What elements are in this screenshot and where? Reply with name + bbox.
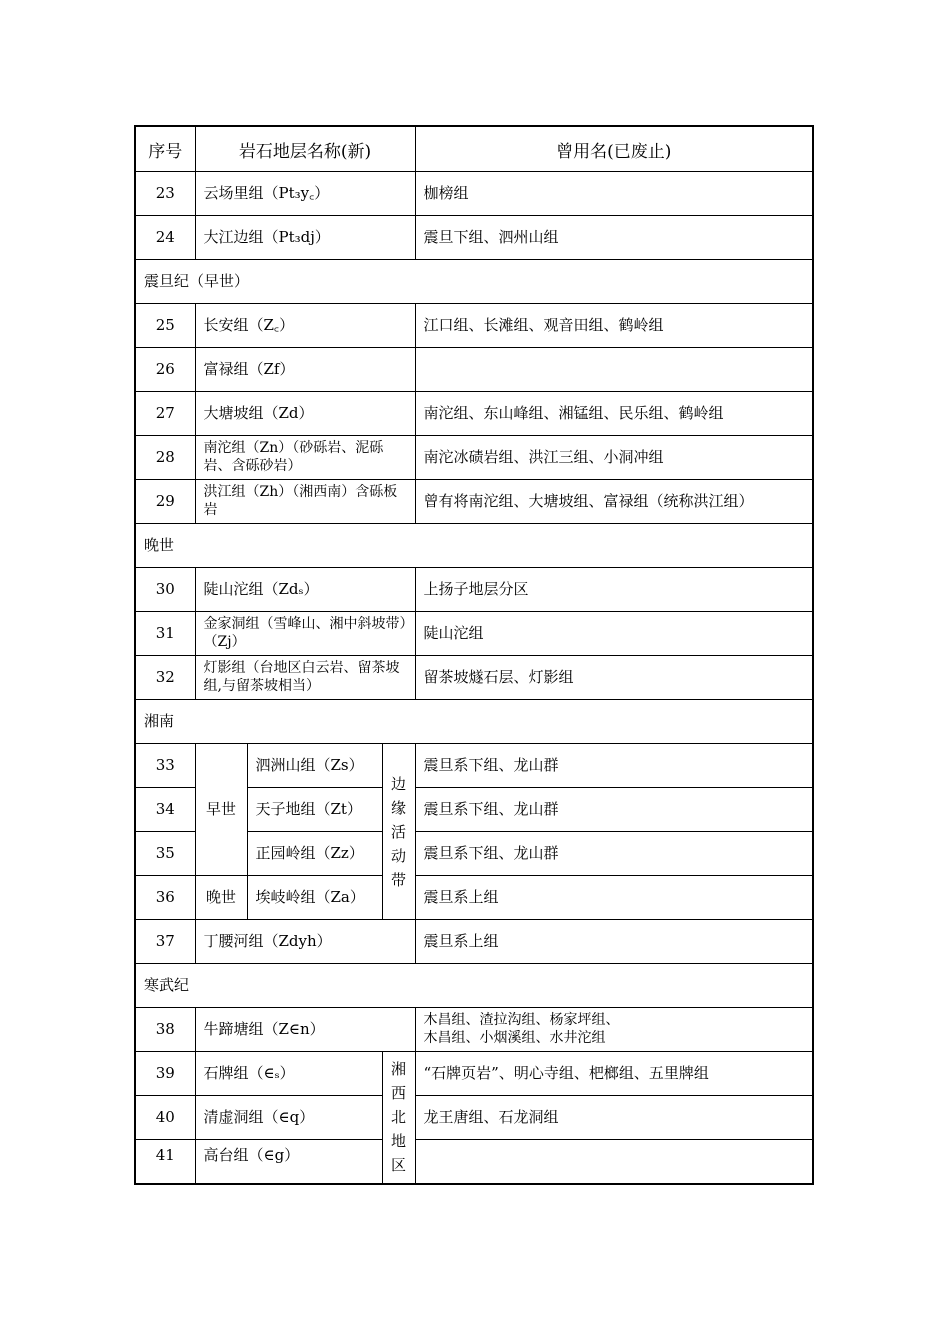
- epoch-early: 早世: [195, 744, 247, 876]
- new-name: 大塘坡组（Zd）: [195, 392, 415, 436]
- table-row: [135, 568, 813, 612]
- table-row: [135, 216, 813, 260]
- new-name: 长安组（Z꜀）: [195, 304, 415, 348]
- section-row: [135, 260, 813, 304]
- old-name: 枷榜组: [415, 172, 813, 216]
- old-name: 震旦系上组: [415, 920, 813, 964]
- region-text: 湘西北地区: [390, 1060, 406, 1175]
- row-number: 40: [135, 1096, 195, 1140]
- old-name: 龙王唐组、石龙洞组: [415, 1096, 813, 1140]
- row-number: 26: [135, 348, 195, 392]
- table-row: [135, 172, 813, 216]
- new-name: 富禄组（Zf）: [195, 348, 415, 392]
- section-row: [135, 524, 813, 568]
- table-row: [135, 392, 813, 436]
- row-number: 29: [135, 480, 195, 524]
- section-heading: 晚世: [135, 524, 813, 568]
- old-name: [415, 348, 813, 392]
- table-row: [135, 304, 813, 348]
- row-number: 38: [135, 1008, 195, 1052]
- section-heading: 寒武纪: [135, 964, 813, 1008]
- row-number: 33: [135, 744, 195, 788]
- stratigraphy-table: [134, 125, 814, 1185]
- old-name: [415, 1140, 813, 1184]
- row-number: 39: [135, 1052, 195, 1096]
- new-name: 灯影组（台地区白云岩、留茶坡组,与留茶坡相当）: [195, 656, 415, 700]
- table-row: [135, 348, 813, 392]
- new-name: 高台组（∈g）: [195, 1140, 382, 1184]
- table-row: [135, 1052, 813, 1096]
- table-row: [135, 436, 813, 480]
- old-name: “石牌页岩”、明心寺组、杷榔组、五里牌组: [415, 1052, 813, 1096]
- row-number: 36: [135, 876, 195, 920]
- old-name: 南沱组、东山峰组、湘锰组、民乐组、鹤岭组: [415, 392, 813, 436]
- table-row: [135, 744, 813, 788]
- row-number: 34: [135, 788, 195, 832]
- row-number: 30: [135, 568, 195, 612]
- old-name: 震旦下组、泗州山组: [415, 216, 813, 260]
- new-name: 洪江组（Zh）（湘西南）含砾板岩: [195, 480, 415, 524]
- old-name: 曾有将南沱组、大塘坡组、富禄组（统称洪江组）: [415, 480, 813, 524]
- row-number: 23: [135, 172, 195, 216]
- header-no: 序号: [135, 126, 195, 172]
- new-name: 大江边组（Pt₃dj）: [195, 216, 415, 260]
- section-heading: 湘南: [135, 700, 813, 744]
- row-number: 35: [135, 832, 195, 876]
- row-number: 28: [135, 436, 195, 480]
- row-number: 24: [135, 216, 195, 260]
- header-new-name: 岩石地层名称(新): [195, 126, 415, 172]
- table-row: [135, 612, 813, 656]
- new-name: 正园岭组（Zz）: [247, 832, 382, 876]
- old-name: 江口组、长滩组、观音田组、鹤岭组: [415, 304, 813, 348]
- old-name: 震旦系上组: [415, 876, 813, 920]
- table-row: [135, 876, 813, 920]
- region-label: [382, 1052, 415, 1184]
- row-number: 25: [135, 304, 195, 348]
- new-name: 石牌组（∈ₛ）: [195, 1052, 382, 1096]
- new-name: 陡山沱组（Zdₛ）: [195, 568, 415, 612]
- old-name: 上扬子地层分区: [415, 568, 813, 612]
- old-name: 震旦系下组、龙山群: [415, 744, 813, 788]
- new-name: 埃岐岭组（Za）: [247, 876, 382, 920]
- edge-zone-text: 边缘活动带: [390, 774, 406, 889]
- table-row: [135, 480, 813, 524]
- table-row: [135, 656, 813, 700]
- new-name: 牛蹄塘组（Z∈n）: [195, 1008, 415, 1052]
- old-name: 陡山沱组: [415, 612, 813, 656]
- section-row: [135, 700, 813, 744]
- old-name: 震旦系下组、龙山群: [415, 788, 813, 832]
- row-number: 27: [135, 392, 195, 436]
- new-name: 清虚洞组（∈q）: [195, 1096, 382, 1140]
- old-name: 留茶坡燧石层、灯影组: [415, 656, 813, 700]
- new-name: 金家洞组（雪峰山、湘中斜坡带）（Zj）: [195, 612, 415, 656]
- epoch-late: 晚世: [195, 876, 247, 920]
- old-name: 南沱冰碛岩组、洪江三组、小洞冲组: [415, 436, 813, 480]
- row-number: 31: [135, 612, 195, 656]
- old-name: 震旦系下组、龙山群: [415, 832, 813, 876]
- new-name: 丁腰河组（Zdyh）: [195, 920, 415, 964]
- table-row: [135, 1096, 813, 1140]
- table-row: [135, 1008, 813, 1052]
- table-row: [135, 920, 813, 964]
- old-name: [415, 1008, 813, 1052]
- header-row: [135, 126, 813, 172]
- header-old-name: 曾用名(已废止): [415, 126, 813, 172]
- edge-zone-label: [382, 744, 415, 920]
- section-row: [135, 964, 813, 1008]
- old-name-line: 木昌组、小烟溪组、水井沱组: [423, 1029, 606, 1046]
- old-name-line: 木昌组、渣拉沟组、杨家坪组、: [423, 1012, 620, 1028]
- row-number: 32: [135, 656, 195, 700]
- new-name: 泗洲山组（Zs）: [247, 744, 382, 788]
- table-row: [135, 1140, 813, 1184]
- new-name: 云场里组（Pt₃y꜀）: [195, 172, 415, 216]
- new-name: 天子地组（Zt）: [247, 788, 382, 832]
- row-number: 41: [135, 1140, 195, 1184]
- new-name: 南沱组（Zn）（砂砾岩、泥砾岩、含砾砂岩）: [195, 436, 415, 480]
- section-heading: 震旦纪（早世）: [135, 260, 813, 304]
- row-number: 37: [135, 920, 195, 964]
